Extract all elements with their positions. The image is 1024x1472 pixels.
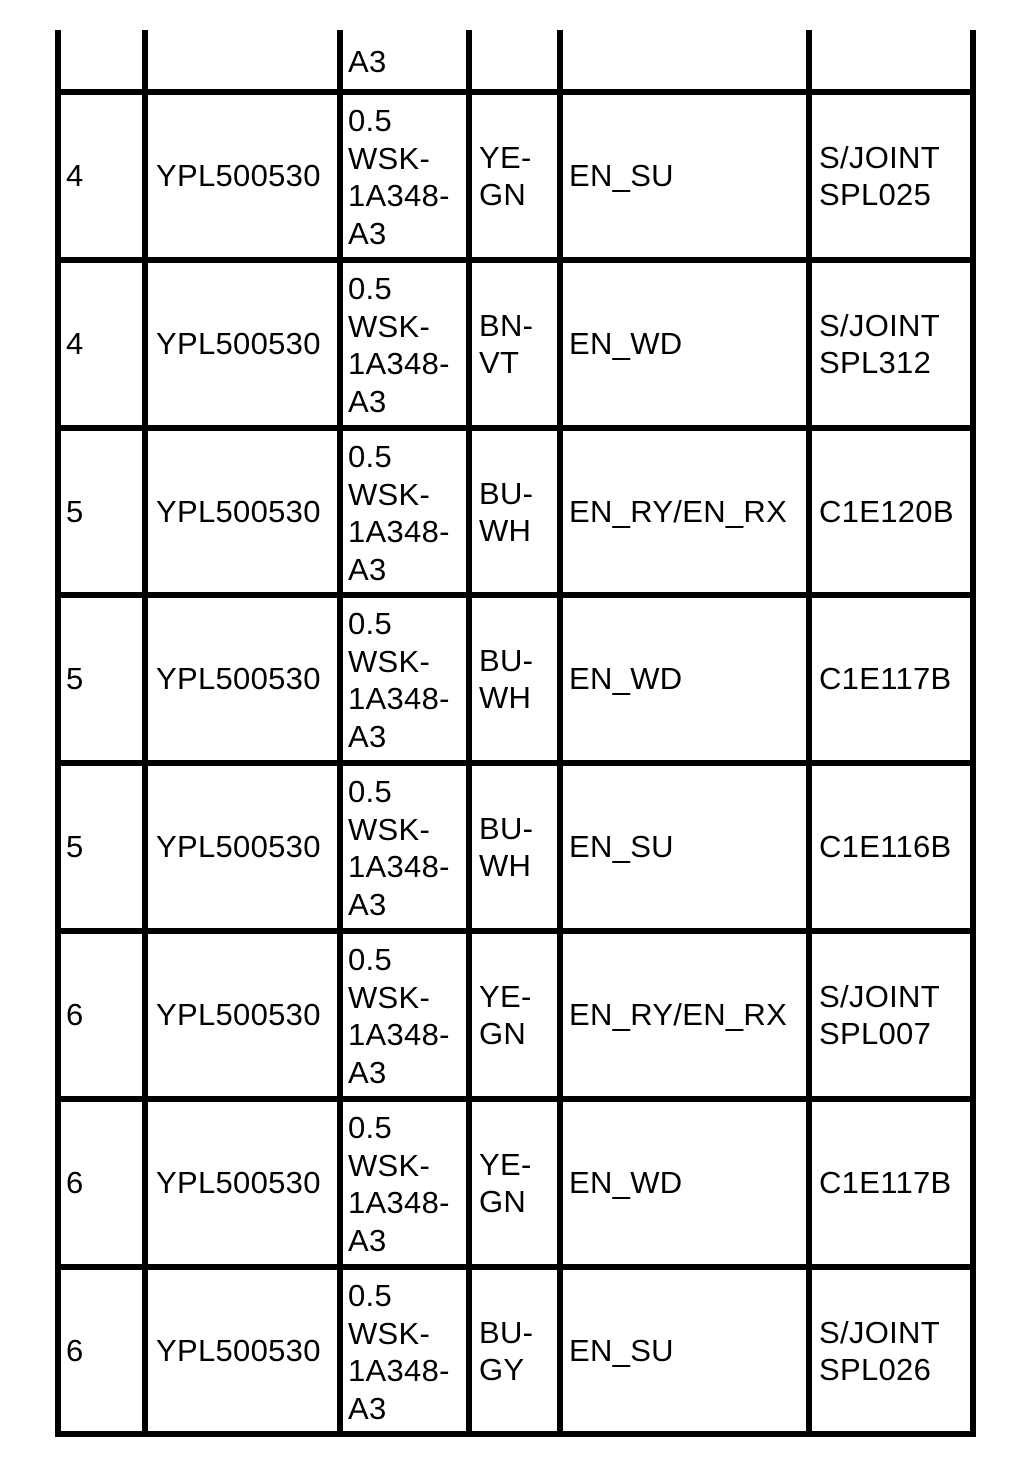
table-cell-color: YE- GN [479, 978, 532, 1051]
table-cell-number: 5 [66, 494, 84, 530]
table-cell-signal: EN_WD [569, 326, 683, 362]
table-cell-signal: EN_RY/EN_RX [569, 494, 788, 530]
table-cell-color: BU- WH [479, 642, 534, 715]
grid-line-vertical [337, 30, 343, 1434]
grid-line-vertical [970, 30, 976, 1434]
table-cell-cable: 0.5 WSK- 1A348- A3 [348, 439, 450, 587]
table-cell-signal: EN_SU [569, 829, 674, 865]
table-cell-color: BN- VT [479, 307, 534, 380]
table-cell-color: BU- GY [479, 1314, 534, 1387]
table-cell-signal: EN_SU [569, 158, 674, 194]
table-cell-part: YPL500530 [156, 326, 321, 362]
table-cell-cable: 0.5 WSK- 1A348- A3 [348, 606, 450, 754]
table-cell-part: YPL500530 [156, 661, 321, 697]
table-cell-signal: EN_WD [569, 661, 683, 697]
table-cell-number: 6 [66, 997, 84, 1033]
table-cell-part: YPL500530 [156, 494, 321, 530]
table-cell-cable: A3 [348, 43, 387, 79]
table-cell-cable: 0.5 WSK- 1A348- A3 [348, 103, 450, 251]
table-cell-number: 5 [66, 661, 84, 697]
grid-line-vertical [466, 30, 472, 1434]
table-cell-color: BU- WH [479, 475, 534, 548]
table-cell-cable: 0.5 WSK- 1A348- A3 [348, 942, 450, 1090]
table-cell-dest: C1E117B [819, 1165, 952, 1201]
table-cell-number: 5 [66, 829, 84, 865]
table-cell-dest: C1E116B [819, 829, 952, 865]
table-cell-dest: S/JOINT SPL025 [819, 139, 940, 212]
table-cell-signal: EN_RY/EN_RX [569, 997, 788, 1033]
table-cell-dest: C1E120B [819, 494, 954, 530]
table-cell-part: YPL500530 [156, 997, 321, 1033]
table-cell-cable: 0.5 WSK- 1A348- A3 [348, 774, 450, 922]
table-cell-part: YPL500530 [156, 158, 321, 194]
table-cell-part: YPL500530 [156, 1165, 321, 1201]
table-cell-part: YPL500530 [156, 829, 321, 865]
table-cell-color: BU- WH [479, 810, 534, 883]
table-cell-signal: EN_WD [569, 1165, 683, 1201]
grid-line-vertical [55, 30, 61, 1434]
table-cell-number: 4 [66, 326, 84, 362]
table-cell-color: YE- GN [479, 1146, 532, 1219]
table-cell-number: 6 [66, 1333, 84, 1369]
table-cell-number: 4 [66, 158, 84, 194]
table-cell-cable: 0.5 WSK- 1A348- A3 [348, 1110, 450, 1258]
table-cell-cable: 0.5 WSK- 1A348- A3 [348, 271, 450, 419]
table-cell-dest: C1E117B [819, 661, 952, 697]
table-cell-number: 6 [66, 1165, 84, 1201]
grid-line-vertical [142, 30, 148, 1434]
table-cell-color: YE- GN [479, 139, 532, 212]
table-cell-dest: S/JOINT SPL312 [819, 307, 940, 380]
table-cell-dest: S/JOINT SPL007 [819, 978, 940, 1051]
grid-line-vertical [557, 30, 563, 1434]
table-cell-dest: S/JOINT SPL026 [819, 1314, 940, 1387]
table-cell-cable: 0.5 WSK- 1A348- A3 [348, 1278, 450, 1426]
table-cell-signal: EN_SU [569, 1333, 674, 1369]
grid-line-vertical [806, 30, 812, 1434]
table-cell-part: YPL500530 [156, 1333, 321, 1369]
